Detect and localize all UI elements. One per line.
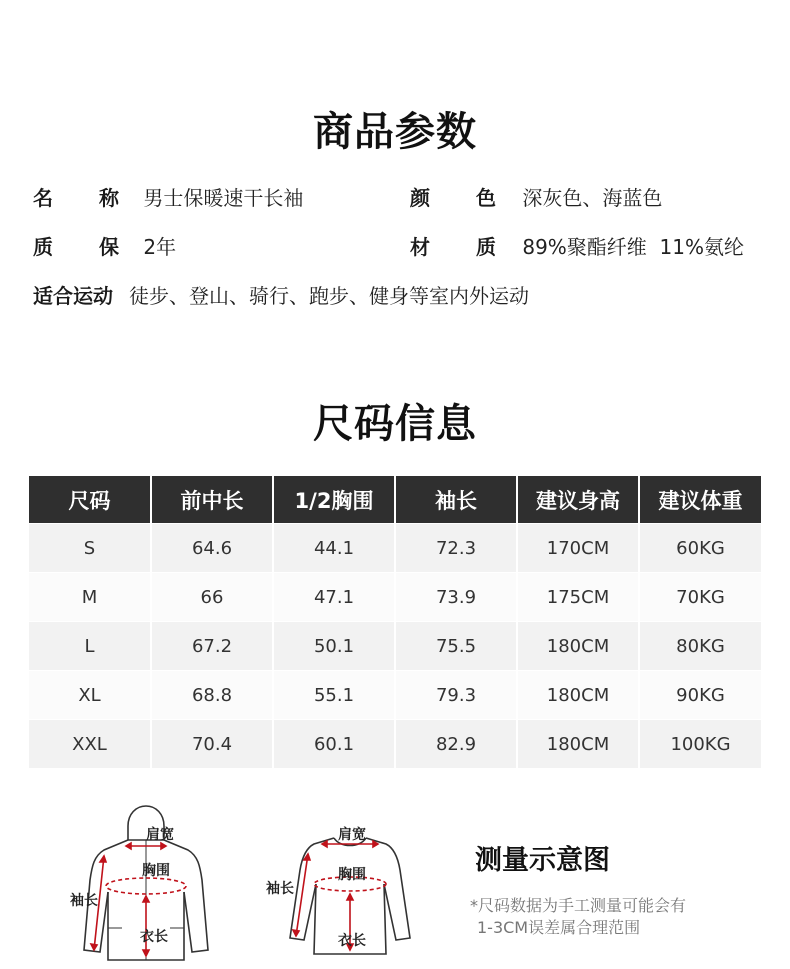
table-cell: 47.1 <box>273 573 395 622</box>
hoodie-measure-figure <box>60 800 240 965</box>
size-info-title: 尺码信息 <box>313 401 477 447</box>
sleeve-col-header: 袖长 <box>395 476 517 524</box>
table-cell: 75.5 <box>395 622 517 671</box>
param-color-label-char-1: 颜 <box>410 186 430 210</box>
table-cell: 50.1 <box>273 622 395 671</box>
height-col-header: 建议身高 <box>517 476 639 524</box>
table-cell: 60.1 <box>273 720 395 769</box>
table-row <box>29 671 761 720</box>
table-row <box>29 720 761 769</box>
size-col-header: 尺码 <box>29 476 151 524</box>
table-cell: S <box>29 524 151 573</box>
table-cell: 80KG <box>639 622 761 671</box>
table-cell: 90KG <box>639 671 761 720</box>
param-name-label-char-1: 名 <box>33 186 53 210</box>
table-row <box>29 524 761 573</box>
param-name-row <box>33 182 303 211</box>
table-cell: 79.3 <box>395 671 517 720</box>
size-table-header-row <box>29 476 761 524</box>
param-warranty-label <box>33 231 119 260</box>
table-cell: 180CM <box>517 720 639 769</box>
param-material-label-char-1: 材 <box>410 235 430 259</box>
table-cell: 180CM <box>517 671 639 720</box>
tee-sleeve-label: 袖长 <box>266 881 294 897</box>
hoodie-length-label: 衣长 <box>140 929 168 945</box>
table-cell: 55.1 <box>273 671 395 720</box>
param-material-label-char-2: 质 <box>476 235 496 259</box>
table-cell: 67.2 <box>151 622 273 671</box>
param-name-value: 男士保暖速干长袖 <box>143 186 304 210</box>
table-cell: 60KG <box>639 524 761 573</box>
table-cell: 180CM <box>517 622 639 671</box>
table-cell: 64.6 <box>151 524 273 573</box>
param-name-label-char-2: 称 <box>99 186 119 210</box>
table-row <box>29 622 761 671</box>
table-cell: 66 <box>151 573 273 622</box>
table-cell: 100KG <box>639 720 761 769</box>
table-cell: 70.4 <box>151 720 273 769</box>
param-material-label <box>410 231 496 260</box>
table-cell: 44.1 <box>273 524 395 573</box>
measure-note-line-1: *尺码数据为手工测量可能会有 <box>470 896 687 915</box>
param-color-label <box>410 182 496 211</box>
param-warranty-label-char-2: 保 <box>99 235 119 259</box>
hoodie-sleeve-label: 袖长 <box>70 893 98 909</box>
param-material-row <box>410 231 744 260</box>
param-sports-row <box>33 280 529 309</box>
param-warranty-label-char-1: 质 <box>33 235 53 259</box>
table-cell: M <box>29 573 151 622</box>
tee-measure-figure <box>262 818 442 965</box>
table-cell: 73.9 <box>395 573 517 622</box>
table-cell: XL <box>29 671 151 720</box>
hoodie-shoulder-label: 肩宽 <box>146 827 174 843</box>
measure-note-line-2: 1-3CM误差属合理范围 <box>477 918 641 937</box>
table-cell: 170CM <box>517 524 639 573</box>
table-row <box>29 573 761 622</box>
param-warranty-value: 2年 <box>143 235 177 259</box>
param-color-label-char-2: 色 <box>476 186 496 210</box>
param-name-label <box>33 182 119 211</box>
param-warranty-row <box>33 231 176 260</box>
param-color-value: 深灰色、海蓝色 <box>522 186 663 210</box>
tee-chest-label: 胸围 <box>338 867 366 883</box>
measure-diagram-title: 测量示意图 <box>475 845 610 876</box>
tee-shoulder-label: 肩宽 <box>338 827 366 843</box>
hoodie-chest-label: 胸围 <box>142 863 170 879</box>
front-length-col-header: 前中长 <box>151 476 273 524</box>
table-cell: 175CM <box>517 573 639 622</box>
half-chest-col-header: 1/2胸围 <box>273 476 395 524</box>
size-table <box>29 476 761 768</box>
table-cell: 68.8 <box>151 671 273 720</box>
table-cell: 72.3 <box>395 524 517 573</box>
params-title: 商品参数 <box>313 109 477 155</box>
param-material-value: 89%聚酯纤维 11%氨纶 <box>522 235 744 259</box>
table-cell: 70KG <box>639 573 761 622</box>
param-sports-label: 适合运动 <box>33 284 113 308</box>
tee-length-label: 衣长 <box>338 933 366 949</box>
weight-col-header: 建议体重 <box>639 476 761 524</box>
table-cell: L <box>29 622 151 671</box>
param-color-row <box>410 182 662 211</box>
param-sports-value: 徒步、登山、骑行、跑步、健身等室内外运动 <box>129 284 529 308</box>
table-cell: 82.9 <box>395 720 517 769</box>
table-cell: XXL <box>29 720 151 769</box>
